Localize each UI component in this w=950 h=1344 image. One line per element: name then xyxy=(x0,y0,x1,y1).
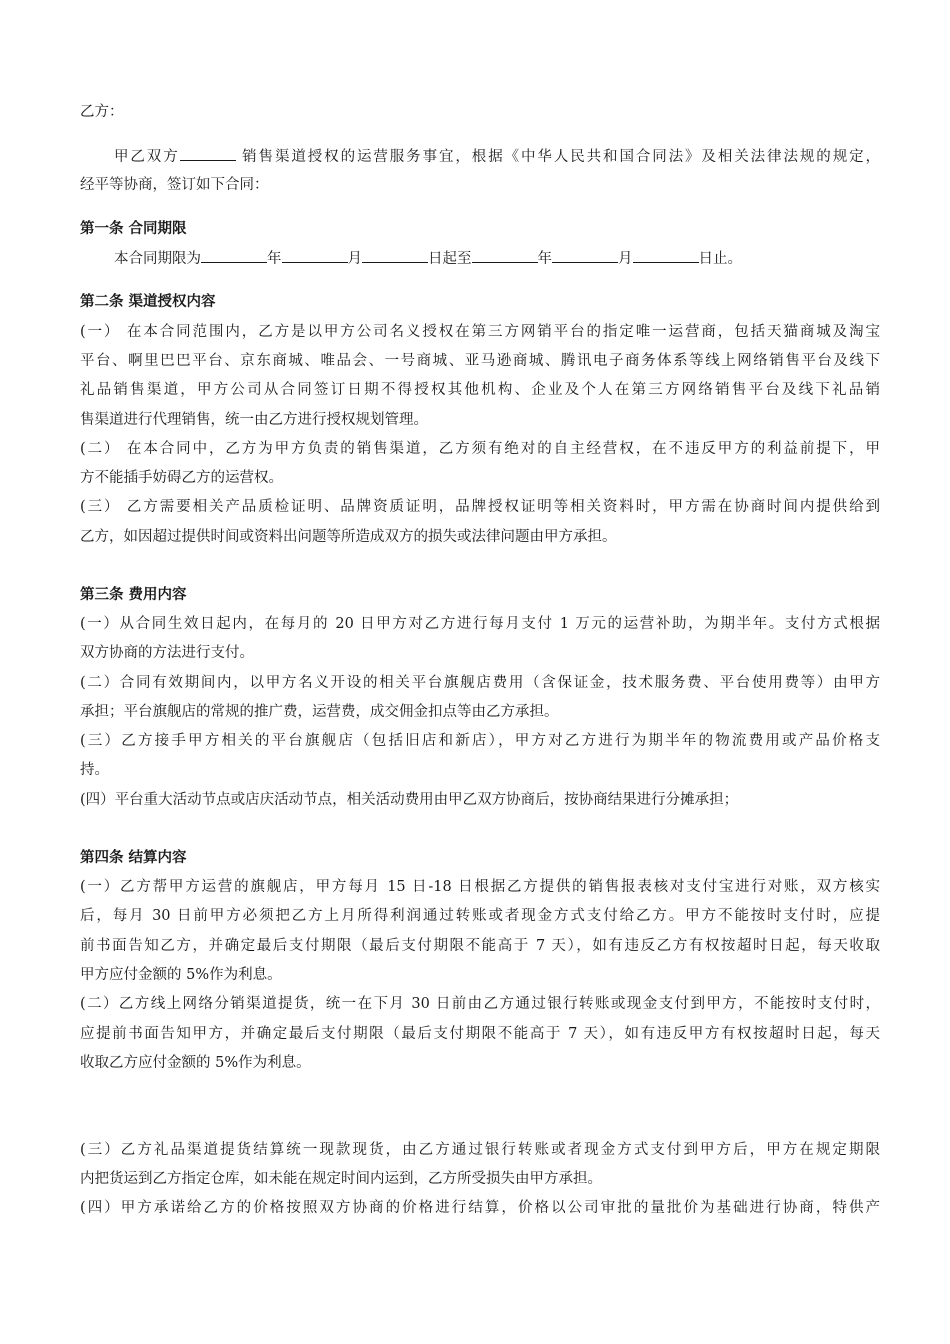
article-4-line: (二）乙方线上网络分销渠道提货，统一在下月 30 日前由乙方通过银行转账或现金支付到甲方，不能按时支付时， xyxy=(80,996,880,1012)
contract-term-line xyxy=(114,248,914,269)
intro-line-1 xyxy=(114,146,880,167)
term-month-label: 月 xyxy=(347,251,362,267)
article-3-line: 双方协商的方法进行支付。 xyxy=(80,645,254,661)
start-day-blank xyxy=(362,248,428,263)
article-2-line: (二） 在本合同中，乙方为甲方负责的销售渠道，乙方须有绝对的自主经营权，在不违反甲方的利益前提下，甲 xyxy=(80,441,880,457)
party-b-label: 乙方： xyxy=(80,104,124,120)
intro-text-end: 销售渠道授权的运营服务事宜，根据《中华人民共和国合同法》及相关法律法规的规定， xyxy=(235,149,881,165)
article-2-line: (三） 乙方需要相关产品质检证明、品牌资质证明，品牌授权证明等相关资料时，甲方需在协商时间内提供给到 xyxy=(80,499,880,515)
article-4-line: 应提前书面告知甲方，并确定最后支付期限（最后支付期限不能高于 7 天），如有违反甲方有权按超时日起，每天 xyxy=(80,1026,880,1042)
term-end-label: 日止。 xyxy=(698,251,742,267)
article-2-line: 乙方，如因超过提供时间或资料出问题等所造成双方的损失或法律问题由甲方承担。 xyxy=(80,529,617,545)
article-4-line: 收取乙方应付金额的 5%作为利息。 xyxy=(80,1055,311,1071)
article-2-line: 售渠道进行代理销售，统一由乙方进行授权规划管理。 xyxy=(80,412,428,428)
term-year-label: 年 xyxy=(267,251,282,267)
end-year-blank xyxy=(472,248,538,263)
article-4-line: (四）甲方承诺给乙方的价格按照双方协商的价格进行结算，价格以公司审批的量批价为基础进行协商，特供产 xyxy=(80,1200,880,1216)
article-3-line: (二）合同有效期间内，以甲方名义开设的相关平台旗舰店费用（含保证金，技术服务费、平台使用费等）由甲方 xyxy=(80,675,880,691)
term-year-label-2: 年 xyxy=(537,251,552,267)
intro-text-start: 甲乙双方 xyxy=(114,149,180,165)
article-3-line: (四）平台重大活动节点或店庆活动节点，相关活动费用由甲乙双方协商后，按协商结果进行分摊承担； xyxy=(80,792,739,808)
end-month-blank xyxy=(552,248,618,263)
article-2-heading: 第二条 渠道授权内容 xyxy=(80,294,216,310)
article-2-line: (一） 在本合同范围内，乙方是以甲方公司名义授权在第三方网销平台的指定唯一运营商，包括天猫商城及淘宝 xyxy=(80,324,880,340)
article-4-heading: 第四条 结算内容 xyxy=(80,850,187,866)
article-4-line: (一）乙方帮甲方运营的旗舰店，甲方每月 15 日-18 日根据乙方提供的销售报表核对支付宝进行对账，双方核实 xyxy=(80,879,880,895)
term-text: 本合同期限为 xyxy=(114,251,201,267)
article-2-line: 方不能插手妨碍乙方的运营权。 xyxy=(80,470,283,486)
intro-line-2: 经平等协商，签订如下合同： xyxy=(80,177,269,193)
start-year-blank xyxy=(201,248,267,263)
article-2-line: 平台、啊里巴巴平台、京东商城、唯品会、一号商城、亚马逊商城、腾讯电子商务体系等线上网络销售平台及线下 xyxy=(80,353,880,369)
article-4-line: 内把货运到乙方指定仓库，如未能在规定时间内运到，乙方所受损失由甲方承担。 xyxy=(80,1171,602,1187)
start-month-blank xyxy=(282,248,348,263)
article-4-line: 甲方应付金额的 5%作为利息。 xyxy=(80,967,282,983)
article-4-line: (三）乙方礼品渠道提货结算统一现款现货，由乙方通过银行转账或者现金方式支付到甲方后，甲方在规定期限 xyxy=(80,1142,880,1158)
article-1-heading: 第一条 合同期限 xyxy=(80,221,187,237)
article-4-line: 前书面告知乙方，并确定最后支付期限（最后支付期限不能高于 7 天），如有违反乙方有权按超时日起，每天收取 xyxy=(80,938,880,954)
article-3-line: 承担；平台旗舰店的常规的推广费，运营费，成交佣金扣点等由乙方承担。 xyxy=(80,704,559,720)
article-3-line: 持。 xyxy=(80,762,109,778)
article-3-heading: 第三条 费用内容 xyxy=(80,587,187,603)
intro-blank xyxy=(180,146,236,161)
article-2-line: 礼品销售渠道，甲方公司从合同签订日期不得授权其他机构、企业及个人在第三方网络销售平台及线下礼品销 xyxy=(80,382,880,398)
end-day-blank xyxy=(633,248,699,263)
term-month-label-2: 月 xyxy=(618,251,633,267)
article-3-line: (一）从合同生效日起内，在每月的 20 日甲方对乙方进行每月支付 1 万元的运营补助，为期半年。支付方式根据 xyxy=(80,616,880,632)
term-from-label: 日起至 xyxy=(428,251,472,267)
article-4-line: 后，每月 30 日前甲方必须把乙方上月所得利润通过转账或者现金方式支付给乙方。甲方不能按时支付时，应提 xyxy=(80,908,880,924)
article-3-line: (三）乙方接手甲方相关的平台旗舰店（包括旧店和新店），甲方对乙方进行为期半年的物流费用或产品价格支 xyxy=(80,733,880,749)
